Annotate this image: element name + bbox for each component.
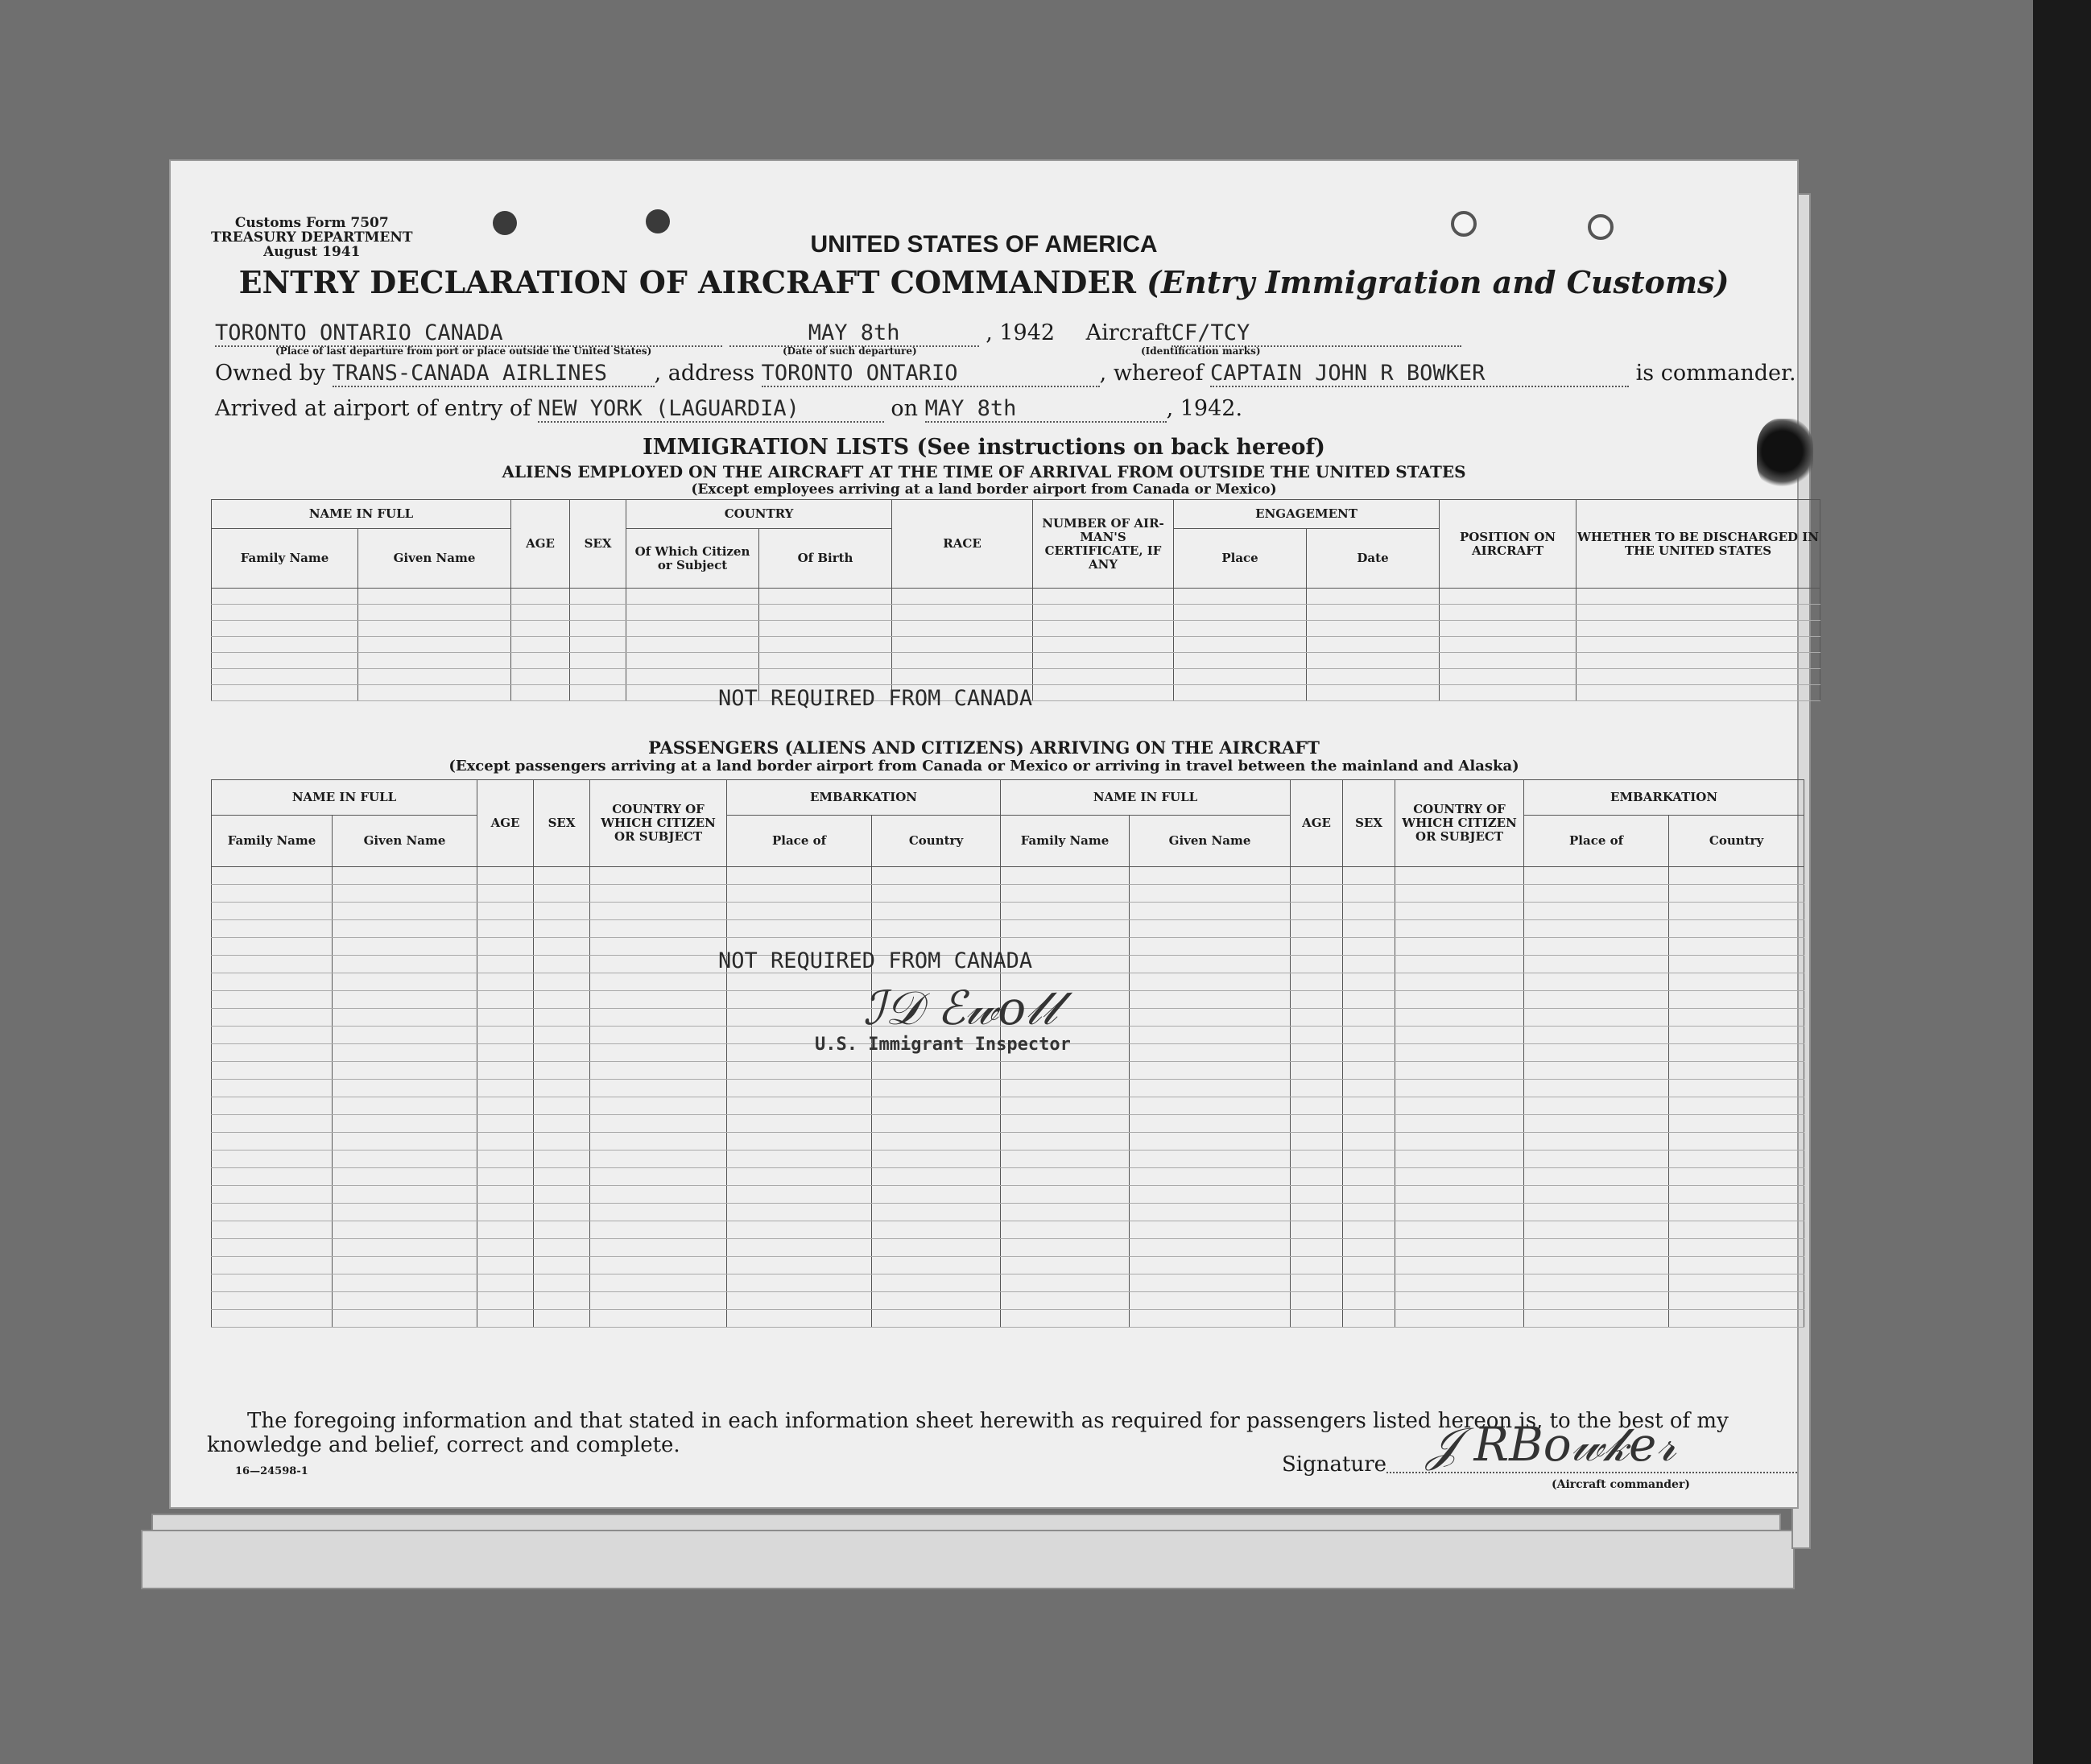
pax-name-in-full-header-2: NAME IN FULL <box>1001 780 1291 816</box>
form-sheet <box>169 159 1820 1509</box>
not-required-stamp-2: NOT REQUIRED FROM CANADA <box>718 948 1033 973</box>
aliens-table <box>211 499 1820 701</box>
table-row <box>212 1310 1804 1328</box>
departure-year: , 1942 <box>986 320 1056 345</box>
paper-stack-edge <box>141 1530 1795 1589</box>
pax-embarkation-header-2: EMBARKATION <box>1524 780 1804 816</box>
aliens-heading: ALIENS EMPLOYED ON THE AIRCRAFT AT THE TIME OF ARRIVAL FROM OUTSIDE THE UNITED STATES <box>502 462 1466 481</box>
owned-by-label: Owned by <box>215 361 326 386</box>
place-header: Place <box>1174 529 1307 589</box>
table-row <box>212 885 1804 903</box>
table-row <box>212 1204 1804 1221</box>
departure-place-caption: (Place of last departure from port or place outside the United States) <box>275 345 652 357</box>
commander-suffix: is commander. <box>1635 361 1796 386</box>
table-row <box>212 1186 1804 1204</box>
table-row <box>212 1292 1804 1310</box>
table-row <box>212 1274 1804 1292</box>
age-header: AGE <box>511 500 570 589</box>
table-row <box>212 1221 1804 1239</box>
pax-family-name-header: Family Name <box>212 816 333 867</box>
owner-address: TORONTO ONTARIO <box>762 361 1100 387</box>
aircraft-caption: (Identification marks) <box>1141 345 1261 357</box>
name-in-full-header: NAME IN FULL <box>212 500 511 529</box>
given-name-header: Given Name <box>358 529 511 589</box>
inspector-signature: ℐ𝒟 ℰ𝓌𝑜𝓁𝓁 <box>863 981 1057 1035</box>
owner-name: TRANS-CANADA AIRLINES <box>333 361 655 387</box>
table-row <box>212 920 1804 938</box>
race-header: RACE <box>892 500 1033 589</box>
table-row <box>212 1168 1804 1186</box>
country-header-col: COUNTRY <box>626 500 892 529</box>
passengers-heading: PASSENGERS (ALIENS AND CITIZENS) ARRIVING ON THE AIRCRAFT <box>648 737 1320 758</box>
arrival-line <box>215 396 1242 423</box>
form-title: ENTRY DECLARATION OF AIRCRAFT COMMANDER (Entry Immigration and Customs) <box>238 264 1729 300</box>
signature-caption: (Aircraft commander) <box>1552 1478 1690 1491</box>
scan-border <box>2033 0 2091 1764</box>
table-row <box>212 1062 1804 1080</box>
table-row <box>212 1080 1804 1097</box>
not-required-stamp-1: NOT REQUIRED FROM CANADA <box>718 686 1033 711</box>
table-row <box>212 1133 1804 1151</box>
pax-country-header: Country <box>872 816 1001 867</box>
table-row <box>212 903 1804 920</box>
arrived-label: Arrived at airport of entry of <box>215 396 531 421</box>
table-row <box>212 1115 1804 1133</box>
pax-age-header-2: AGE <box>1291 780 1343 867</box>
pax-place-header: Place of <box>727 816 872 867</box>
passengers-note: (Except passengers arriving at a land border airport from Canada or Mexico or arriving in travel between the mainland and Alaska) <box>448 758 1519 775</box>
table-row <box>212 1097 1804 1115</box>
table-row <box>212 1151 1804 1168</box>
form-identifier: Customs Form 7507 TREASURY DEPARTMENT August 1941 <box>211 215 413 260</box>
pax-given-name-header-2: Given Name <box>1130 816 1291 867</box>
pax-sex-header: SEX <box>534 780 590 867</box>
certificate-header: NUMBER OF AIR-MAN'S CERTIFICATE, IF ANY <box>1033 500 1174 589</box>
immigration-heading: IMMIGRATION LISTS (See instructions on back hereof) <box>643 435 1325 460</box>
discharged-header: WHETHER TO BE DISCHARGED IN THE UNITED STATES <box>1577 500 1820 589</box>
pax-place-header-2: Place of <box>1524 816 1669 867</box>
sex-header: SEX <box>570 500 626 589</box>
whereof-label: , whereof <box>1099 361 1204 386</box>
pax-given-name-header: Given Name <box>333 816 477 867</box>
pax-name-in-full-header: NAME IN FULL <box>212 780 477 816</box>
inspector-title: U.S. Immigrant Inspector <box>815 1035 1071 1055</box>
country-header: UNITED STATES OF AMERICA <box>810 231 1158 258</box>
pax-country-header-2: Country <box>1669 816 1804 867</box>
position-header: POSITION ON AIRCRAFT <box>1440 500 1577 589</box>
commander-signature: 𝒥 𝑅𝐵𝑜𝓌𝓀𝑒𝓇 <box>1427 1417 1676 1472</box>
punch-hole <box>646 209 670 233</box>
citizen-of-header: Of Which Citizen or Subject <box>626 529 759 589</box>
pax-citizen-header-2: COUNTRY OF WHICH CITIZEN OR SUBJECT <box>1395 780 1524 867</box>
engagement-header: ENGAGEMENT <box>1174 500 1440 529</box>
aircraft-label: Aircraft <box>1085 320 1172 345</box>
on-label: on <box>891 396 918 421</box>
arrival-date: MAY 8th <box>925 396 1167 423</box>
date-header: Date <box>1307 529 1440 589</box>
departure-date-caption: (Date of such departure) <box>783 345 917 357</box>
signature-label: Signature <box>1282 1452 1387 1477</box>
form-number: 16—24598-1 <box>235 1465 308 1477</box>
aircraft-id: CF/TCY <box>1172 320 1461 347</box>
pax-citizen-header: COUNTRY OF WHICH CITIZEN OR SUBJECT <box>590 780 727 867</box>
commander-name: CAPTAIN JOHN R BOWKER <box>1210 361 1629 387</box>
pax-embarkation-header: EMBARKATION <box>727 780 1001 816</box>
pax-sex-header-2: SEX <box>1343 780 1395 867</box>
departure-line <box>215 320 1461 347</box>
of-birth-header: Of Birth <box>759 529 892 589</box>
table-row <box>212 867 1804 885</box>
departure-date: MAY 8th <box>729 320 979 347</box>
declaration-text: The foregoing information and that stated in each information sheet herewith as required for passengers listed hereon is, to the best of my knowledge and belief, correct and complete. <box>207 1409 1729 1457</box>
address-label: , address <box>654 361 755 386</box>
table-row <box>212 1239 1804 1257</box>
family-name-header: Family Name <box>212 529 358 589</box>
table-row <box>212 1257 1804 1274</box>
pax-age-header: AGE <box>477 780 534 867</box>
aliens-note: (Except employees arriving at a land border airport from Canada or Mexico) <box>691 481 1277 498</box>
pax-family-name-header-2: Family Name <box>1001 816 1130 867</box>
owner-line <box>215 361 1796 387</box>
arrival-year: , 1942. <box>1166 396 1243 421</box>
departure-place: TORONTO ONTARIO CANADA <box>215 320 722 347</box>
arrival-airport: NEW YORK (LAGUARDIA) <box>538 396 884 423</box>
